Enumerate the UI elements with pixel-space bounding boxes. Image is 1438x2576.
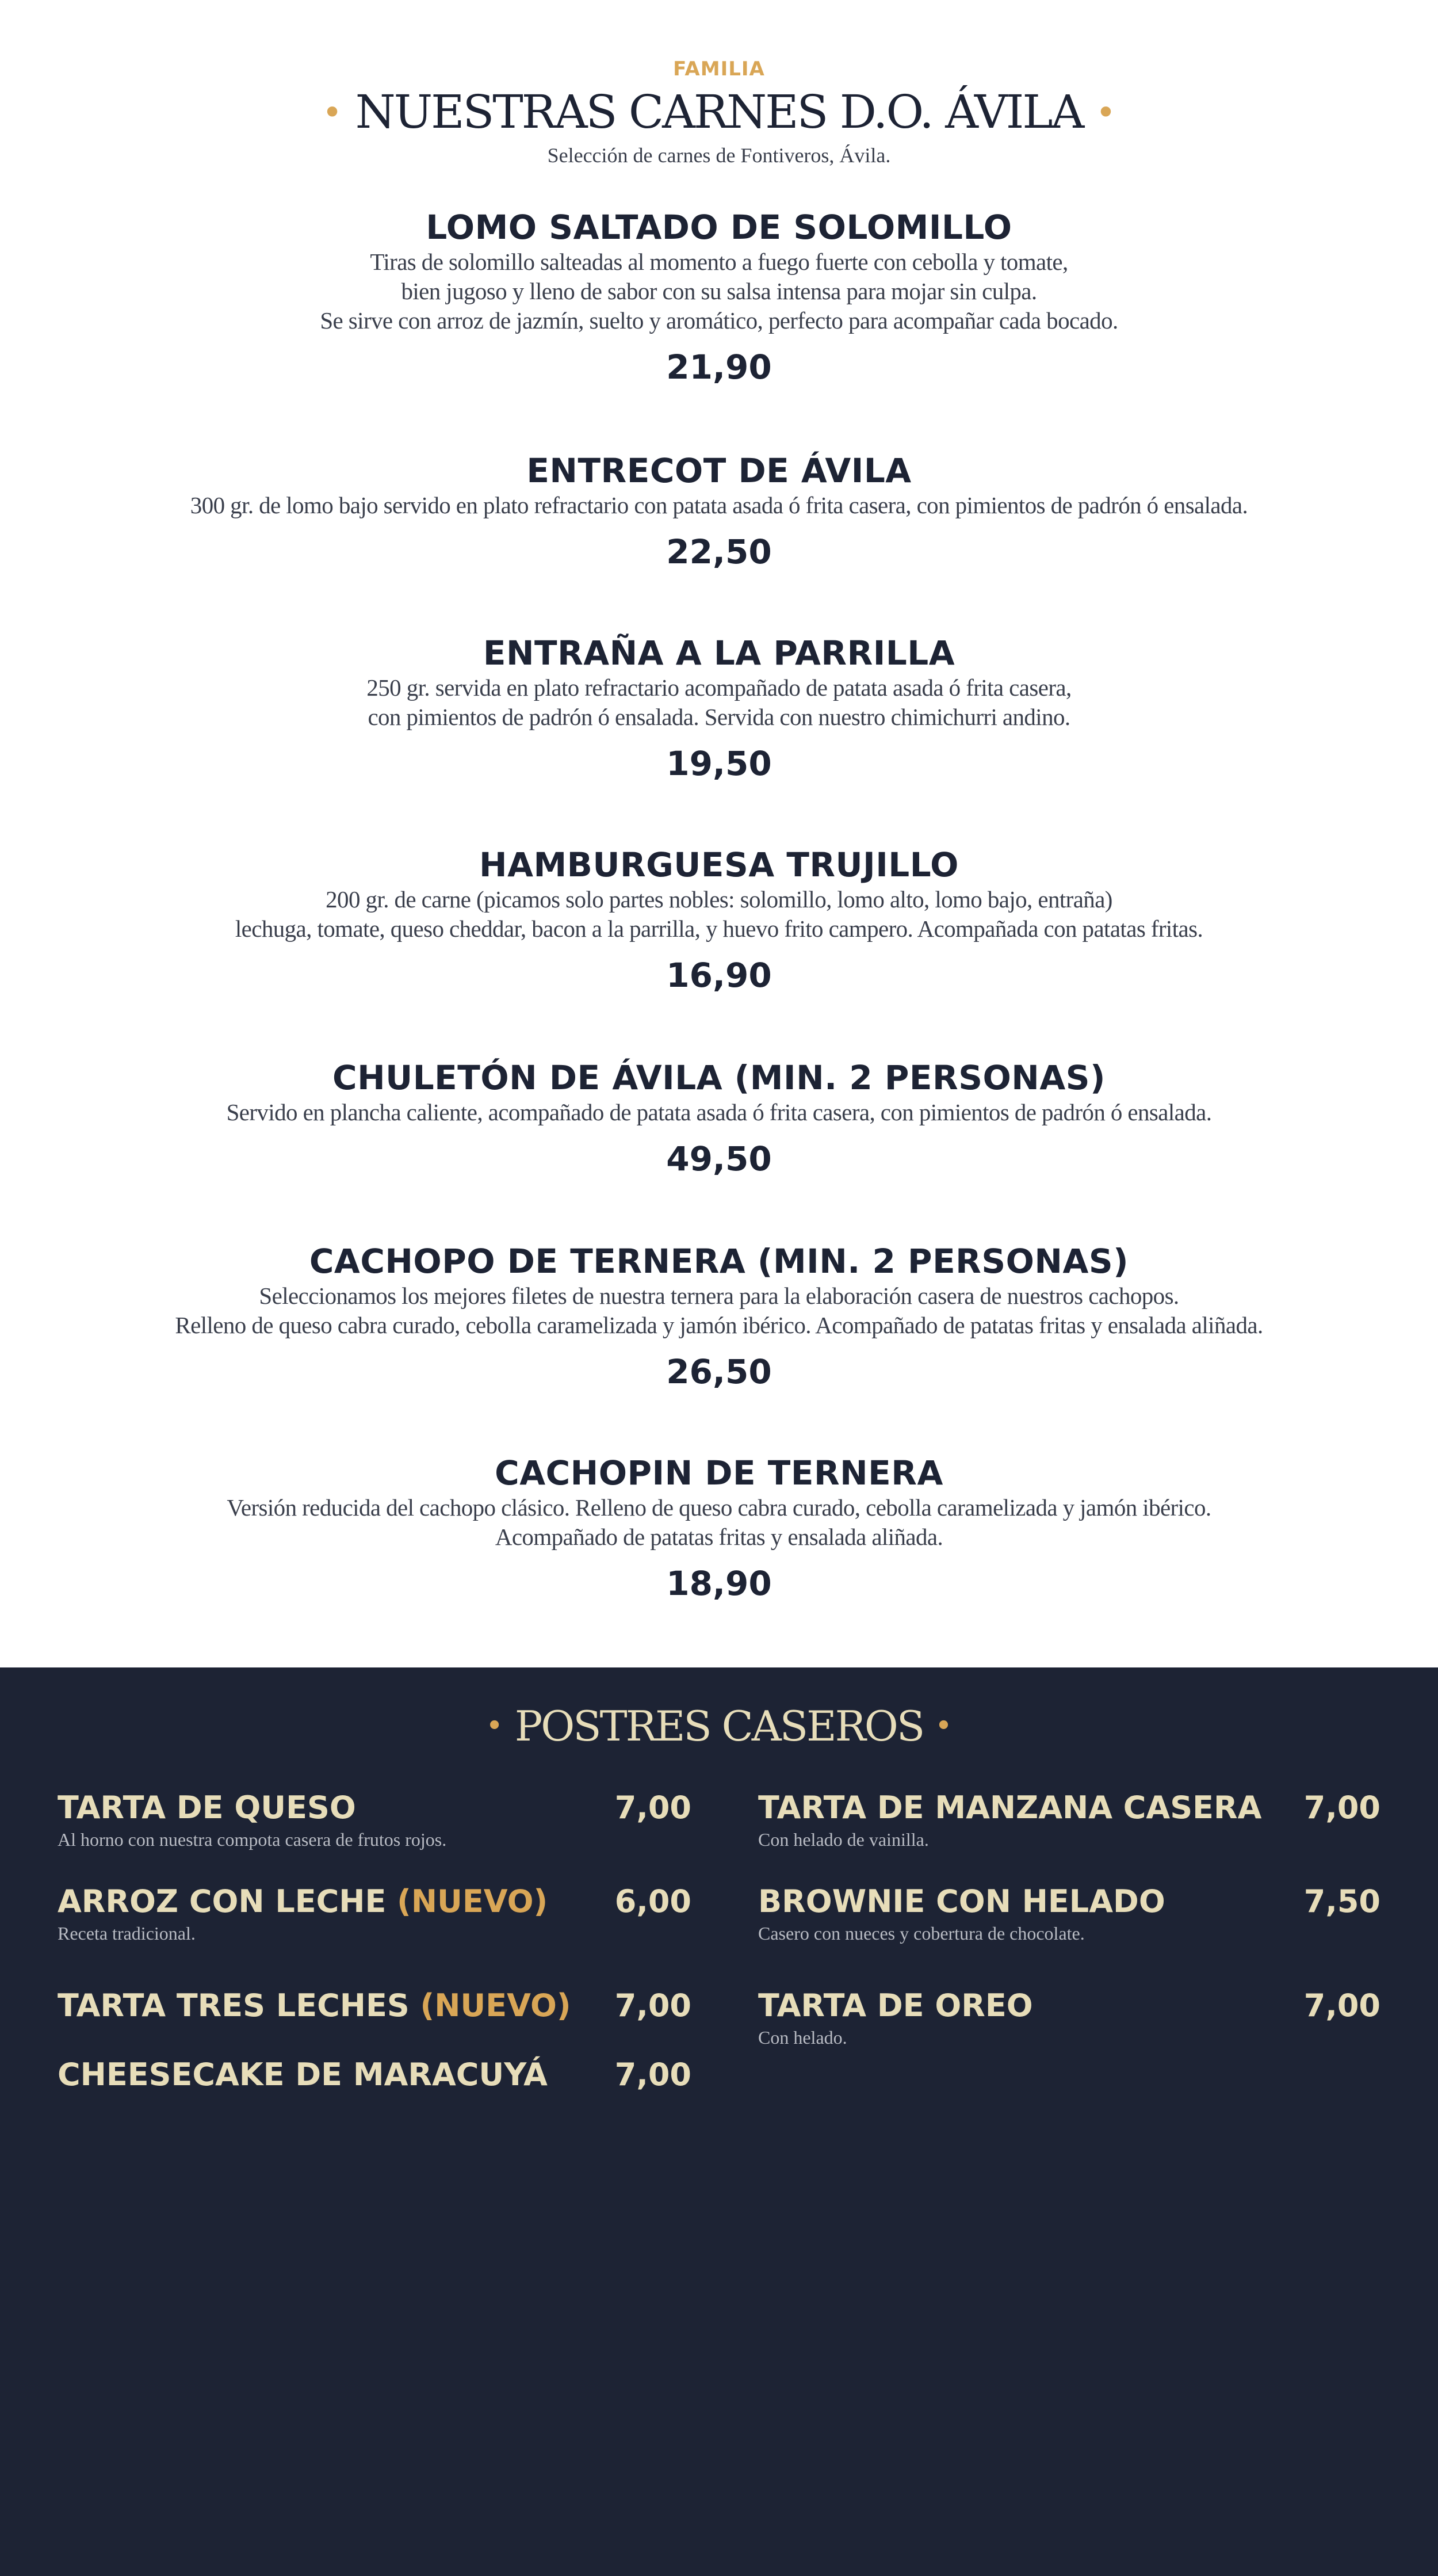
dessert-name-text: TARTA DE QUESO bbox=[58, 1789, 356, 1826]
dish-name: CACHOPO DE TERNERA (MIN. 2 PERSONAS) bbox=[309, 1242, 1129, 1281]
dish-description bbox=[0, 673, 1438, 732]
dessert-name bbox=[758, 1882, 1165, 1922]
family-label: FAMILIA bbox=[673, 58, 765, 81]
dessert-name bbox=[58, 1788, 356, 1828]
dish-item bbox=[0, 207, 1438, 387]
dish-description bbox=[0, 247, 1438, 335]
dessert-item bbox=[58, 1882, 691, 1945]
dessert-price: 7,00 bbox=[1303, 1987, 1380, 2024]
dessert-description: Al horno con nuestra compota casera de frutos rojos. bbox=[58, 1829, 447, 1850]
dessert-price: 7,00 bbox=[614, 1987, 691, 2024]
dessert-item bbox=[758, 1788, 1380, 1851]
dessert-name-text: BROWNIE CON HELADO bbox=[758, 1883, 1165, 1919]
dish-price: 16,90 bbox=[666, 956, 772, 995]
dish-description-line: Tiras de solomillo salteadas al momento a fuego fuerte con cebolla y tomate, bbox=[370, 249, 1068, 275]
dish-description-line: 200 gr. de carne (picamos solo partes nobles: solomillo, lomo alto, lomo bajo, entraña) bbox=[326, 886, 1112, 913]
dish-name: HAMBURGUESA TRUJILLO bbox=[479, 845, 959, 884]
dish-description-line: lechuga, tomate, queso cheddar, bacon a la parrilla, y huevo frito campero. Acompañada con patatas fritas. bbox=[235, 915, 1203, 942]
dessert-name bbox=[758, 1788, 1261, 1828]
dish-price: 22,50 bbox=[666, 532, 772, 571]
dish-description bbox=[0, 1493, 1438, 1552]
dish-description-line: Versión reducida del cachopo clásico. Relleno de queso cabra curado, cebolla caramelizada y jamón ibérico. bbox=[227, 1494, 1211, 1521]
dish-description-line: Se sirve con arroz de jazmín, suelto y aromático, perfecto para acompañar cada bocado. bbox=[320, 307, 1118, 334]
dessert-description: Receta tradicional. bbox=[58, 1923, 196, 1944]
dish-description bbox=[0, 491, 1438, 520]
dish-price: 18,90 bbox=[666, 1564, 772, 1603]
meats-subtitle: Selección de carnes de Fontiveros, Ávila. bbox=[547, 144, 891, 167]
desserts-title-text: POSTRES CASEROS bbox=[514, 1702, 924, 1750]
dessert-name-text: TARTA DE OREO bbox=[758, 1987, 1033, 2024]
dessert-price: 7,50 bbox=[1303, 1883, 1380, 1919]
dessert-item bbox=[58, 2055, 691, 2095]
dessert-name bbox=[758, 1986, 1033, 2026]
desserts-dot-left: • bbox=[485, 1709, 503, 1743]
dish-name: LOMO SALTADO DE SOLOMILLO bbox=[426, 208, 1012, 247]
dessert-price: 7,00 bbox=[1303, 1789, 1380, 1826]
title-dot-right: • bbox=[1095, 93, 1116, 133]
dessert-name-text: TARTA TRES LECHES bbox=[58, 1987, 420, 2024]
dish-description bbox=[0, 1281, 1438, 1340]
dessert-item bbox=[758, 1986, 1380, 2049]
dish-description-line: 250 gr. servida en plato refractario acompañado de patata asada ó frita casera, bbox=[366, 674, 1072, 701]
dish-item bbox=[0, 845, 1438, 995]
dish-name: CHULETÓN DE ÁVILA (MIN. 2 PERSONAS) bbox=[332, 1058, 1106, 1097]
dessert-name bbox=[58, 1882, 548, 1922]
dish-item bbox=[0, 633, 1438, 784]
dessert-item bbox=[758, 1882, 1380, 1945]
dish-description-line: Seleccionamos los mejores filetes de nuestra ternera para la elaboración casera de nuestros cachopos. bbox=[259, 1283, 1179, 1309]
dessert-item bbox=[58, 1986, 691, 2026]
dish-description-line: Acompañado de patatas fritas y ensalada aliñada. bbox=[495, 1524, 943, 1550]
dish-description-line: 300 gr. de lomo bajo servido en plato refractario con patata asada ó frita casera, con pimientos de padrón ó ensalada. bbox=[190, 492, 1248, 518]
dish-description bbox=[0, 885, 1438, 944]
dessert-description: Con helado. bbox=[758, 2027, 847, 2048]
dessert-name-text: ARROZ CON LECHE bbox=[58, 1883, 397, 1919]
meats-title-text: NUESTRAS CARNES D.O. ÁVILA bbox=[355, 85, 1083, 139]
dish-name: ENTRECOT DE ÁVILA bbox=[526, 451, 912, 490]
dessert-price: 6,00 bbox=[614, 1883, 691, 1919]
dessert-item bbox=[58, 1788, 691, 1851]
dessert-name bbox=[58, 2055, 548, 2095]
new-badge: (NUEVO) bbox=[420, 1987, 571, 2024]
dish-description-line: Relleno de queso cabra curado, cebolla caramelizada y jamón ibérico. Acompañado de patatas fritas y ensalada aliñada. bbox=[175, 1312, 1263, 1338]
dessert-description: Casero con nueces y cobertura de chocolate. bbox=[758, 1923, 1085, 1944]
dessert-name-text: CHEESECAKE DE MARACUYÁ bbox=[58, 2056, 548, 2093]
dish-item bbox=[0, 1058, 1438, 1179]
dish-description bbox=[0, 1098, 1438, 1127]
dish-name: ENTRAÑA A LA PARRILLA bbox=[483, 633, 955, 673]
dish-item bbox=[0, 451, 1438, 572]
desserts-dot-right: • bbox=[935, 1709, 953, 1743]
dessert-name-text: TARTA DE MANZANA CASERA bbox=[758, 1789, 1262, 1826]
dish-price: 49,50 bbox=[666, 1139, 772, 1178]
dish-name: CACHOPIN DE TERNERA bbox=[495, 1453, 943, 1493]
title-dot-left: • bbox=[322, 93, 343, 133]
meats-title bbox=[0, 81, 1438, 144]
dessert-description: Con helado de vainilla. bbox=[758, 1829, 929, 1850]
dish-description-line: Servido en plancha caliente, acompañado de patata asada ó frita casera, con pimientos de padrón ó ensalada. bbox=[226, 1099, 1212, 1125]
dish-description-line: con pimientos de padrón ó ensalada. Servida con nuestro chimichurri andino. bbox=[368, 704, 1070, 730]
dish-description-line: bien jugoso y lleno de sabor con su salsa intensa para mojar sin culpa. bbox=[401, 278, 1037, 304]
dessert-price: 7,00 bbox=[614, 1789, 691, 1826]
dish-price: 19,50 bbox=[666, 744, 772, 783]
dish-item bbox=[0, 1453, 1438, 1604]
dish-price: 26,50 bbox=[666, 1352, 772, 1391]
dish-price: 21,90 bbox=[666, 348, 772, 387]
desserts-title bbox=[0, 1697, 1438, 1755]
new-badge: (NUEVO) bbox=[397, 1883, 548, 1919]
dessert-price: 7,00 bbox=[614, 2056, 691, 2093]
dessert-name bbox=[58, 1986, 571, 2026]
dish-item bbox=[0, 1241, 1438, 1392]
